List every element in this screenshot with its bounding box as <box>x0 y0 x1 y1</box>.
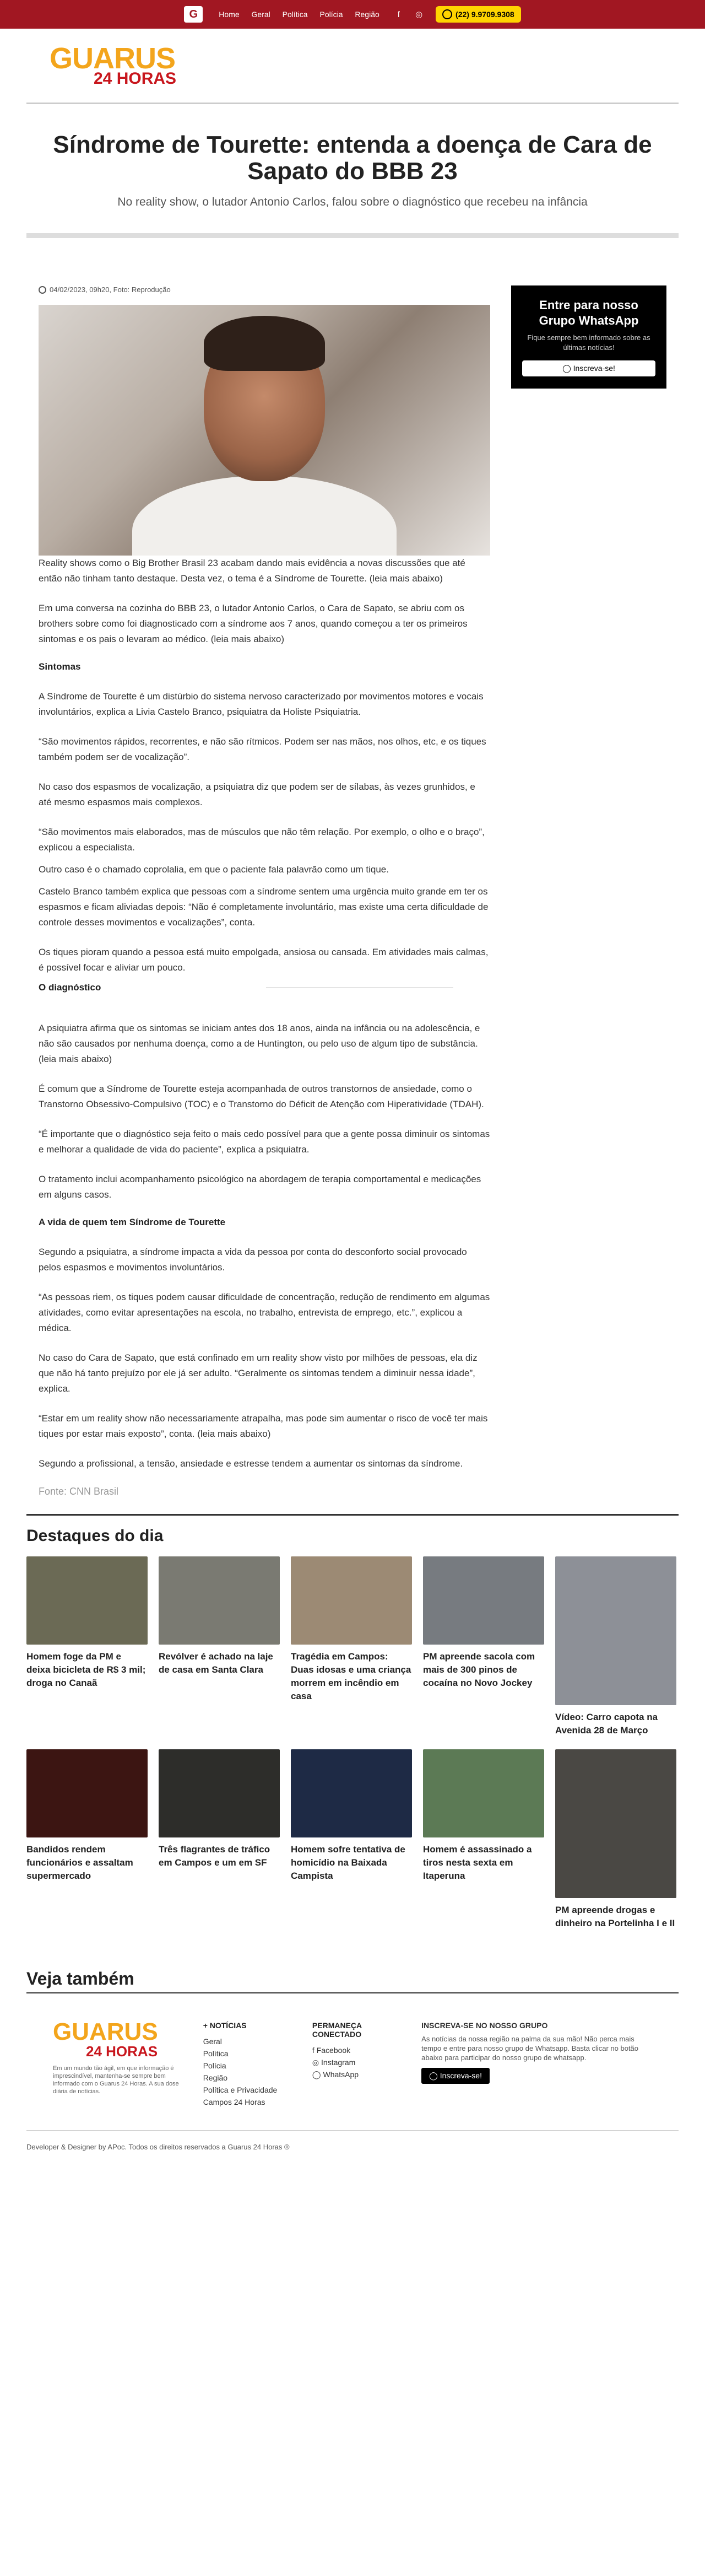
news-card[interactable] <box>291 1749 412 1930</box>
news-card-image[interactable] <box>555 1749 676 1898</box>
news-card-image[interactable] <box>291 1556 412 1645</box>
footer-col-title: PERMANEÇA CONECTADO <box>312 2021 362 2039</box>
news-card-image[interactable] <box>26 1749 148 1837</box>
whatsapp-subscribe-button[interactable]: ◯ Inscreva-se! <box>522 360 655 376</box>
news-card-image[interactable] <box>423 1556 544 1645</box>
paragraph: “É importante que o diagnóstico seja feito o mais cedo possível para que a gente possa diminuir os sintomas e melhorar a qualidade de vida do paciente”, explica a psiquiatra. <box>39 1129 490 1155</box>
news-card-title[interactable]: Revólver é achado na laje de casa em Santa Clara <box>159 1651 273 1675</box>
sidebar <box>511 285 666 1514</box>
footer-instagram-link[interactable]: ◎ Instagram <box>312 2058 356 2067</box>
nav-policia[interactable]: Polícia <box>319 10 343 19</box>
paragraph: Reality shows como o Big Brother Brasil 23 acabam dando mais evidência a novas discussões que até então não tinham tanto destaque. Desta vez, o tema é a Síndrome de Tourette. (leia mais abaixo) <box>39 558 465 584</box>
whatsapp-icon: ◯ <box>312 2070 323 2079</box>
destaques-grid <box>26 1556 679 1930</box>
heading-sintomas: Sintomas <box>39 661 81 672</box>
news-card[interactable] <box>555 1749 676 1930</box>
article-body <box>39 285 490 1514</box>
footer-social-links <box>312 2021 399 2108</box>
footer-news-desc: As notícias da nossa região na palma da sua mão! Não perca mais tempo e entre para nosso grupo de Whatsapp. Basta clicar no botão abaixo para participar do nosso grupo de whatsapp. <box>421 2035 639 2062</box>
news-card-title[interactable]: Homem sofre tentativa de homicídio na Baixada Campista <box>291 1844 405 1881</box>
paragraph: Em uma conversa na cozinha do BBB 23, o lutador Antonio Carlos, o Cara de Sapato, se abriu com os brothers sobre como foi diagnosticado com a síndrome aos 7 anos, quando começou a ter os primeiros sintomas e os pais o levaram ao médico. (leia mais abaixo) <box>39 603 468 644</box>
whatsapp-card-title: Entre para nosso Grupo WhatsApp <box>539 298 639 327</box>
nav-politica[interactable]: Política <box>282 10 308 19</box>
footer-link[interactable]: Geral <box>203 2037 222 2046</box>
heading-diagnostico: O diagnóstico <box>39 982 490 993</box>
footer-news-title: INSCREVA-SE NO NOSSO GRUPO <box>421 2021 548 2030</box>
top-nav <box>214 10 384 19</box>
paragraph: Os tiques pioram quando a pessoa está muito empolgada, ansiosa ou cansada. Em atividades mais calmas, é possível focar e aliviar um pouco. <box>39 947 489 973</box>
article-date: 04/02/2023, 09h20, Foto: Reprodução <box>50 285 171 294</box>
paragraph: Segundo a profissional, a tensão, ansiedade e estresse tendem a aumentar os sintomas da síndrome. <box>39 1458 463 1469</box>
news-card[interactable] <box>159 1556 280 1737</box>
news-card-title[interactable]: Homem é assassinado a tiros nesta sexta em Itaperuna <box>423 1844 532 1881</box>
news-card-title[interactable]: Homem foge da PM e deixa bicicleta de R$ 3 mil; droga no Canaã <box>26 1651 146 1688</box>
instagram-icon[interactable]: ◎ <box>415 10 423 19</box>
site-logo[interactable] <box>0 29 705 103</box>
news-card-image[interactable] <box>423 1749 544 1837</box>
paragraph: Outro caso é o chamado coprolalia, em que o paciente fala palavrão como um tique. <box>39 864 389 875</box>
facebook-icon: f <box>312 2046 317 2055</box>
whatsapp-card-desc: Fique sempre bem informado sobre as últimas notícias! <box>527 333 650 352</box>
article-source: Fonte: CNN Brasil <box>39 1486 119 1497</box>
paragraph: “Estar em um reality show não necessariamente atrapalha, mas pode sim aumentar o risco de você ter mais tiques por estar mais exposto”, conta. (leia mais abaixo) <box>39 1413 488 1439</box>
news-card-image[interactable] <box>159 1556 280 1645</box>
news-card[interactable] <box>26 1749 148 1930</box>
footer-link[interactable]: Polícia <box>203 2061 226 2070</box>
logo-main-text: GUARUS <box>50 42 176 75</box>
footer-link[interactable]: Campos 24 Horas <box>203 2098 265 2106</box>
whatsapp-contact-button[interactable] <box>436 6 521 23</box>
news-card-image[interactable] <box>291 1749 412 1837</box>
footer-col-title: + NOTÍCIAS <box>203 2021 247 2030</box>
site-icon[interactable]: G <box>184 6 203 23</box>
news-card-image[interactable] <box>159 1749 280 1837</box>
footer-facebook-link[interactable]: f Facebook <box>312 2046 351 2055</box>
paragraph: “São movimentos rápidos, recorrentes, e não são rítmicos. Podem ser nas mãos, nos olhos, etc, e os tiques também podem ser de vocalização”. <box>39 736 486 762</box>
heading-vida: A vida de quem tem Síndrome de Tourette <box>39 1217 226 1227</box>
top-bar <box>0 0 705 29</box>
news-card[interactable] <box>423 1556 544 1737</box>
whatsapp-icon <box>442 9 452 19</box>
news-card-title[interactable]: Vídeo: Carro capota na Avenida 28 de Março <box>555 1712 658 1736</box>
footer-whatsapp-link[interactable]: ◯ WhatsApp <box>312 2070 359 2079</box>
paragraph: O tratamento inclui acompanhamento psicológico na abordagem de terapia comportamental e medicações em alguns casos. <box>39 1174 481 1200</box>
paragraph: No caso do Cara de Sapato, que está confinado em um reality show visto por milhões de pessoas, ela diz que não há tanto prejuízo por ele já ser adulto. “Geralmente os sintomas tendem a diminuir nessa idade”, explica. <box>39 1352 478 1394</box>
paragraph: A Síndrome de Tourette é um distúrbio do sistema nervoso caracterizado por movimentos motores e vocais involuntários, explica a Livia Castelo Branco, psiquiatra da Holiste Psiquiatria. <box>39 691 484 717</box>
news-card[interactable] <box>555 1556 676 1737</box>
news-card[interactable] <box>291 1556 412 1737</box>
whatsapp-group-card <box>511 285 666 389</box>
news-card-image[interactable] <box>26 1556 148 1645</box>
footer-link[interactable]: Política <box>203 2049 229 2058</box>
footer-logo <box>53 2018 181 2108</box>
veja-tambem-title: Veja também <box>26 1969 679 1993</box>
news-card-title[interactable]: Tragédia em Campos: Duas idosas e uma criança morrem em incêndio em casa <box>291 1651 411 1701</box>
news-card-image[interactable] <box>555 1556 676 1705</box>
facebook-icon[interactable]: f <box>397 9 400 19</box>
footer-logo-main: GUARUS <box>53 2018 158 2045</box>
paragraph: “As pessoas riem, os tiques podem causar dificuldade de concentração, redução de rendimento em algumas atividades, como evitar apresentações na escola, no trabalho, entrevista de emprego, etc.”, explicou a médica. <box>39 1292 490 1333</box>
article-meta <box>39 285 490 294</box>
instagram-icon: ◎ <box>312 2058 322 2067</box>
paragraph: Castelo Branco também explica que pessoas com a síndrome sentem uma urgência muito grande em ter os espasmos e ficam aliviadas depois: “Não é completamente involuntário, mas existe uma certa dificuldade de controle desses movimentos e vocalizações”, conta. <box>39 886 489 928</box>
nav-home[interactable]: Home <box>219 10 240 19</box>
news-card-title[interactable]: PM apreende drogas e dinheiro na Portelinha I e II <box>555 1905 675 1928</box>
footer-news-links <box>203 2021 290 2108</box>
news-card-title[interactable]: Bandidos rendem funcionários e assaltam supermercado <box>26 1844 133 1881</box>
copyright: Developer & Designer by APoc. Todos os direitos reservados a Guarus 24 Horas ® <box>26 2143 290 2151</box>
footer-logo-sub: 24 HORAS <box>86 2043 158 2060</box>
news-card[interactable] <box>423 1749 544 1930</box>
footer <box>26 2004 679 2131</box>
footer-link[interactable]: Região <box>203 2073 228 2082</box>
paragraph: É comum que a Síndrome de Tourette esteja acompanhada de outros transtornos de ansiedade, como o Transtorno Obsessivo-Compulsivo (TOC) e o Transtorno do Déficit de Atenção com Hiperatividade (TDAH). <box>39 1084 484 1109</box>
paragraph: “São movimentos mais elaborados, mas de músculos que não têm relação. Por exemplo, o olho e o braço”, explicou a especialista. <box>39 827 485 853</box>
article-hero-image <box>39 305 490 556</box>
whatsapp-number: (22) 9.9709.9308 <box>455 10 514 19</box>
article-subtitle: No reality show, o lutador Antonio Carlos, falou sobre o diagnóstico que recebeu na infância <box>117 196 588 208</box>
news-card-title[interactable]: Três flagrantes de tráfico em Campos e um em SF <box>159 1844 270 1868</box>
destaques-section <box>0 1514 705 1930</box>
clock-icon <box>39 286 46 294</box>
paragraph: No caso dos espasmos de vocalização, a psiquiatra diz que podem ser de sílabas, às vezes grunhidos, e até mesmo espasmos mais complexos. <box>39 782 475 807</box>
article-title: Síndrome de Tourette: entenda a doença de Cara de Sapato do BBB 23 <box>53 131 652 185</box>
footer-about: Em um mundo tão ágil, em que informação é imprescindível, mantenha-se sempre bem informado com o Guarus 24 Horas. A sua dose diária de notícias. <box>53 2065 179 2095</box>
news-card[interactable] <box>159 1749 280 1930</box>
footer-newsletter <box>421 2021 652 2108</box>
paragraph: A psiquiatra afirma que os sintomas se iniciam antes dos 18 anos, ainda na infância ou na adolescência, e não são causados por nenhuma doença, como a de Huntington, ou pelo uso de algum tipo de substância. (leia mais abaixo) <box>39 1023 480 1064</box>
divider <box>26 103 679 104</box>
title-divider <box>26 233 679 238</box>
logo-sub-text: 24 HORAS <box>94 69 177 88</box>
news-card[interactable] <box>26 1556 148 1737</box>
main-content <box>0 285 705 1514</box>
destaques-title: Destaques do dia <box>26 1514 679 1545</box>
nav-regiao[interactable]: Região <box>355 10 379 19</box>
nav-geral[interactable]: Geral <box>251 10 270 19</box>
news-card-title[interactable]: PM apreende sacola com mais de 300 pinos de cocaína no Novo Jockey <box>423 1651 535 1688</box>
paragraph: Segundo a psiquiatra, a síndrome impacta a vida da pessoa por conta do desconforto social provocado pelos espasmos e movimentos involuntários. <box>39 1247 467 1273</box>
footer-subscribe-button[interactable]: ◯ Inscreva-se! <box>421 2068 490 2084</box>
footer-link[interactable]: Política e Privacidade <box>203 2085 278 2094</box>
